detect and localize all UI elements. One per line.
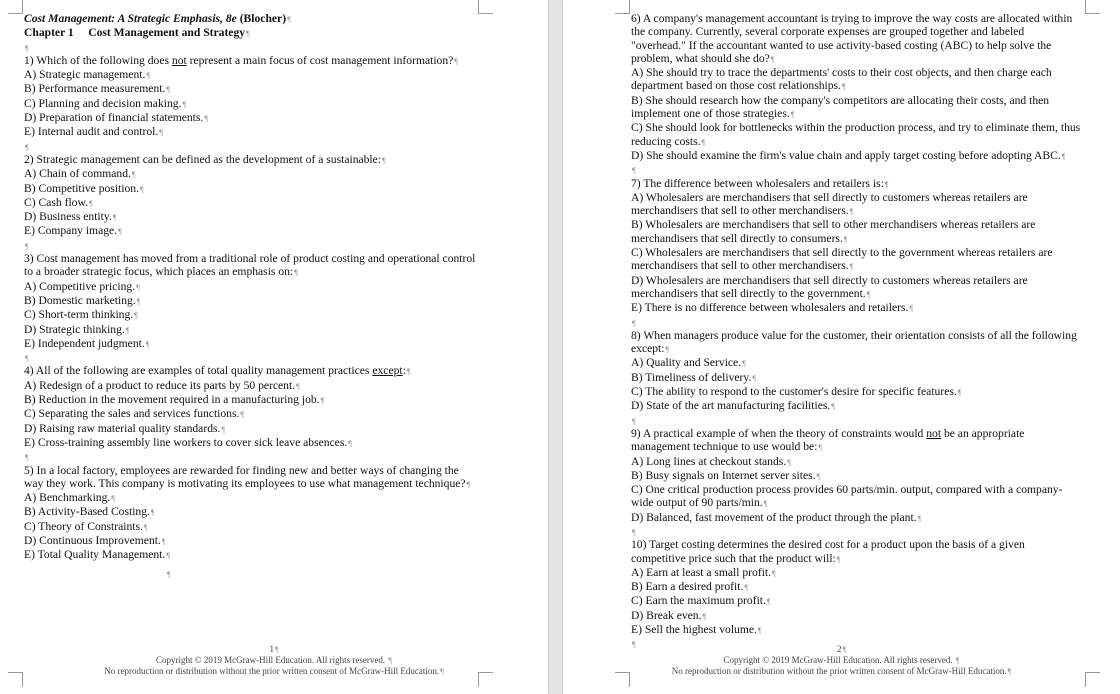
answer-option: C) Short-term thinking.¶ xyxy=(24,308,138,322)
page-1-body: Cost Management: A Strategic Emphasis, 8e (Blocher)¶ Chapter 1 Cost Management and Strategy¶ ¶ 1) Which of the following does not represent a main focus of cost management information?¶ A) Strategic management.¶ B) Performance measurement.¶ C) Planning and decision making.¶ D) Preparation of financial statements.¶ E) Internal audit and control.¶ ¶ 2) Strategic management can be defined as the development of a sustainable:¶ A) Chain of command.¶ B) Competitive position.¶ C) Cash flow.¶ D) Business entity.¶ E) Company image.¶ ¶ 3) Cost management has moved from a traditional role of product costing and operational control to a broader strategic focus, which places an emphasis on:¶ A) Competitive pricing.¶ B) Domestic marketing.¶ C) Short-term thinking.¶ D) Strategic thinking.¶ E) Independent judgment.¶ ¶ 4) All of the following are examples of total quality management practices except:¶ A) Redesign of a product to reduce its parts by 50 percent.¶ B) Reduction in the movement required in a manufacturing job.¶ C) Separating the sales and services functions.¶ D) Raising raw material quality standards.¶ E) Cross-training assembly line workers to cover sick leave absences.¶ ¶ 5) In a local factory, employees are rewarded for finding new and better ways of changing the way they work. This company is motivating its employees to use what management technique?¶ A) Benchmarking.¶ B) Activity-Based Costing.¶ C) Theory of Constraints.¶ D) Continuous Improvement.¶ E) Total Quality Management.¶ ¶ xyxy=(24,12,494,581)
book-title-line: Cost Management: A Strategic Emphasis, 8e (Blocher)¶ xyxy=(24,12,291,25)
answer-option: A) Long lines at checkout stands.¶ xyxy=(631,454,791,468)
chapter-heading: Chapter 1 Cost Management and Strategy¶ xyxy=(24,26,250,40)
answer-option: B) Busy signals on Internet server sites.¶ xyxy=(631,468,821,482)
document-page-1 xyxy=(0,0,548,694)
answer-option: B) Reduction in the movement required in a manufacturing job.¶ xyxy=(24,393,325,407)
answer-option: B) She should research how the company's competitors are allocating their costs, and then implement one of those strategies.¶ xyxy=(631,93,1050,121)
answer-option: D) She should examine the firm's value chain and apply target costing before adopting ABC.¶ xyxy=(631,148,1066,162)
answer-option: C) Cash flow.¶ xyxy=(24,195,93,209)
answer-option: E) Sell the highest volume.¶ xyxy=(631,623,762,637)
answer-option: B) Performance measurement.¶ xyxy=(24,82,170,96)
answer-option: B) Activity-Based Costing.¶ xyxy=(24,505,155,519)
answer-option: D) Raising raw material quality standards.¶ xyxy=(24,421,226,435)
answer-option: D) State of the art manufacturing facilities.¶ xyxy=(631,399,835,413)
answer-option: C) She should look for bottlenecks within the production process, and try to eliminate them, thus reducing costs.¶ xyxy=(631,121,1081,148)
answer-option: A) Competitive pricing.¶ xyxy=(24,279,140,293)
answer-option: E) There is no difference between wholesalers and retailers.¶ xyxy=(631,301,914,315)
question-5: 5) In a local factory, employees are rewarded for finding new and better ways of changing the way they work. This company is motivating its employees to use what management technique?¶ A) Benchmarking.¶ B) Activity-Based Costing.¶ C) Theory of Constraints.¶ D) Continuous Improvement.¶ E) Total Quality Management.¶ xyxy=(24,464,494,563)
answer-option: B) Domestic marketing.¶ xyxy=(24,293,141,307)
chapter-title: Cost Management and Strategy xyxy=(88,26,246,40)
page-number: 2¶ xyxy=(836,644,847,654)
answer-option: E) Internal audit and control.¶ xyxy=(24,125,163,139)
question-1: 1) Which of the following does not represent a main focus of cost management information?¶ A) Strategic management.¶ B) Performance measurement.¶ C) Planning and decision making.¶ D) Preparation of financial statements.¶ E) Internal audit and control.¶ xyxy=(24,54,494,140)
crop-mark xyxy=(615,0,630,14)
answer-option: B) Wholesalers are merchandisers that sell to other merchandisers whereas retailers are merchandisers that sell directly to consumers.¶ xyxy=(631,218,1036,245)
answer-option: A) Benchmarking.¶ xyxy=(24,491,115,505)
book-title: Cost Management: A Strategic Emphasis, 8e xyxy=(24,12,237,25)
answer-option: A) Earn at least a small profit.¶ xyxy=(631,565,776,579)
answer-option: A) Redesign of a product to reduce its parts by 50 percent.¶ xyxy=(24,378,300,392)
answer-option: D) Preparation of financial statements.¶ xyxy=(24,111,208,125)
answer-option: D) Strategic thinking.¶ xyxy=(24,322,130,336)
answer-option: B) Competitive position.¶ xyxy=(24,181,144,195)
answer-option: A) Wholesalers are merchandisers that sell directly to customers whereas retailers are merchandisers that sell to other merchandisers.¶ xyxy=(631,190,1028,218)
answer-option: C) One critical production process provides 60 parts/min. output, compared with a company- wide output of 90 parts/min.¶ xyxy=(631,483,1063,510)
question-8: 8) When managers produce value for the customer, their orientation consists of all the following except:¶ A) Quality and Service.¶ B) Timeliness of delivery.¶ C) The ability to respond to the customer's desire for specific features.¶ D) State of the art manufacturing facilities.¶ xyxy=(631,329,1086,414)
question-3: 3) Cost management has moved from a traditional role of product costing and operational control to a broader strategic focus, which places an emphasis on:¶ A) Competitive pricing.¶ B) Domestic marketing.¶ C) Short-term thinking.¶ D) Strategic thinking.¶ E) Independent judgment.¶ xyxy=(24,252,494,351)
answer-option: C) Separating the sales and services functions.¶ xyxy=(24,407,245,421)
page-2-body: 6) A company's management accountant is trying to improve the way costs are allocated within the company. Currently, several corporate expenses are grouped together and labeled "overhead." If the accountant wanted to use activity-based costing (ABC) to help solve the problem, what should she do?¶ A) She should try to trace the departments' costs to their cost objects, and then charge each department based on those cost relationships.¶ B) She should research how the company's competitors are allocating their costs, and then implement one of those strategies.¶ C) She should look for bottlenecks within the production process, and try to eliminate them, thus reducing costs.¶ D) She should examine the firm's value chain and apply target costing before adopting ABC.¶ ¶ 7) The difference between wholesalers and retailers is:¶ A) Wholesalers are merchandisers that sell directly to customers whereas retailers are merchandisers that sell to other merchandisers.¶ B) Wholesalers are merchandisers that sell to other merchandisers whereas retailers are merchandisers that sell directly to consumers.¶ C) Wholesalers are merchandisers that sell directly to the government whereas retailers are merchandisers that sell to other merchandisers.¶ D) Wholesalers are merchandisers that sell directly to customers whereas retailers are merchandisers that sell directly to the government.¶ E) There is no difference between wholesalers and retailers.¶ ¶ 8) When managers produce value for the customer, their orientation consists of all the following except:¶ A) Quality and Service.¶ B) Timeliness of delivery.¶ C) The ability to respond to the customer's desire for specific features.¶ D) State of the art manufacturing facilities.¶ ¶ 9) A practical example of when the theory of constraints would not be an appropriate management technique to use would be:¶ A) Long lines at checkout stands.¶ B) Busy signals on Internet server sites.¶ C) One critical production process provides 60 parts/min. output, compared with a company- wide output of 90 parts/min.¶ D) Balanced, fast movement of the product through the plant.¶ ¶ 10) Target costing determines the desired cost for a product upon the basis of a given competitive price such that the product will:¶ A) Earn at least a small profit.¶ B) Earn a desired profit.¶ C) Earn the maximum profit.¶ D) Break even.¶ E) Sell the highest volume.¶ ¶ xyxy=(631,12,1086,651)
question-2: 2) Strategic management can be defined as the development of a sustainable:¶ A) Chain of command.¶ B) Competitive position.¶ C) Cash flow.¶ D) Business entity.¶ E) Company image.¶ xyxy=(24,153,494,239)
answer-option: E) Independent judgment.¶ xyxy=(24,336,150,350)
question-9: 9) A practical example of when the theory of constraints would not be an appropriate management technique to use would be:¶ A) Long lines at checkout stands.¶ B) Busy signals on Internet server sites.¶ C) One critical production process provides 60 parts/min. output, compared with a company- wide output of 90 parts/min.¶ D) Balanced, fast movement of the product through the plant.¶ xyxy=(631,427,1086,525)
answer-option: C) Theory of Constraints.¶ xyxy=(24,519,148,533)
book-author: (Blocher) xyxy=(236,12,287,25)
page-footer xyxy=(0,644,548,677)
answer-option: A) Quality and Service.¶ xyxy=(631,356,746,370)
crop-mark xyxy=(8,0,23,14)
answer-option: A) Strategic management.¶ xyxy=(24,68,150,82)
answer-option: D) Continuous Improvement.¶ xyxy=(24,533,166,547)
answer-option: C) Earn the maximum profit.¶ xyxy=(631,594,771,608)
reproduction-notice: No reproduction or distribution without the prior written consent of McGraw-Hill Education.¶ xyxy=(671,666,1012,676)
answer-option: E) Total Quality Management.¶ xyxy=(24,548,170,562)
answer-option: A) She should try to trace the departments' costs to their cost objects, and then charge each department based on those cost relationships.¶ xyxy=(631,66,1052,93)
answer-option: C) Wholesalers are merchandisers that sell directly to the government whereas retailers are merchandisers that sell to other merchandisers.¶ xyxy=(631,246,1053,273)
question-7: 7) The difference between wholesalers and retailers is:¶ A) Wholesalers are merchandisers that sell directly to customers whereas retailers are merchandisers that sell to other merchandisers.¶ B) Wholesalers are merchandisers that sell to other merchandisers whereas retailers are merchandisers that sell directly to consumers.¶ C) Wholesalers are merchandisers that sell directly to the government whereas retailers are merchandisers that sell to other merchandisers.¶ D) Wholesalers are merchandisers that sell directly to customers whereas retailers are merchandisers that sell directly to the government.¶ E) There is no difference between wholesalers and retailers.¶ xyxy=(631,177,1086,316)
answer-option: C) The ability to respond to the customer's desire for specific features.¶ xyxy=(631,385,962,399)
answer-option: D) Wholesalers are merchandisers that sell directly to customers whereas retailers are merchandisers that sell directly to the government.¶ xyxy=(631,273,1028,300)
answer-option: E) Cross-training assembly line workers to cover sick leave absences.¶ xyxy=(24,435,352,449)
copyright-notice: Copyright © 2019 McGraw-Hill Education. All rights reserved. ¶ xyxy=(156,655,392,665)
crop-mark xyxy=(1085,0,1100,14)
answer-option: C) Planning and decision making.¶ xyxy=(24,96,187,110)
answer-option: B) Timeliness of delivery.¶ xyxy=(631,370,756,384)
answer-option: A) Chain of command.¶ xyxy=(24,167,136,181)
question-10: 10) Target costing determines the desired cost for a product upon the basis of a given competitive price such that the product will:¶ A) Earn at least a small profit.¶ B) Earn a desired profit.¶ C) Earn the maximum profit.¶ D) Break even.¶ E) Sell the highest volume.¶ xyxy=(631,538,1086,637)
answer-option: E) Company image.¶ xyxy=(24,224,122,238)
reproduction-notice: No reproduction or distribution without the prior written consent of McGraw-Hill Education.¶ xyxy=(104,666,444,676)
copyright-notice: Copyright © 2019 McGraw-Hill Education. All rights reserved. ¶ xyxy=(723,655,960,665)
question-6: 6) A company's management accountant is trying to improve the way costs are allocated within the company. Currently, several corporate expenses are grouped together and labeled "overhead." If the accountant wanted to use activity-based costing (ABC) to help solve the problem, what should she do?¶ A) She should try to trace the departments' costs to their cost objects, and then charge each department based on those cost relationships.¶ B) She should research how the company's competitors are allocating their costs, and then implement one of those strategies.¶ C) She should look for bottlenecks within the production process, and try to eliminate them, thus reducing costs.¶ D) She should examine the firm's value chain and apply target costing before adopting ABC.¶ xyxy=(631,12,1086,163)
answer-option: B) Earn a desired profit.¶ xyxy=(631,580,748,594)
answer-option: D) Break even.¶ xyxy=(631,608,707,622)
page-number: 1¶ xyxy=(269,644,279,654)
chapter-label: Chapter 1 xyxy=(24,26,74,40)
question-4: 4) All of the following are examples of total quality management practices except:¶ A) Redesign of a product to reduce its parts by 50 percent.¶ B) Reduction in the movement required in a manufacturing job.¶ C) Separating the sales and services functions.¶ D) Raising raw material quality standards.¶ E) Cross-training assembly line workers to cover sick leave absences.¶ xyxy=(24,364,494,450)
answer-option: D) Business entity.¶ xyxy=(24,210,117,224)
answer-option: D) Balanced, fast movement of the product through the plant.¶ xyxy=(631,510,922,524)
